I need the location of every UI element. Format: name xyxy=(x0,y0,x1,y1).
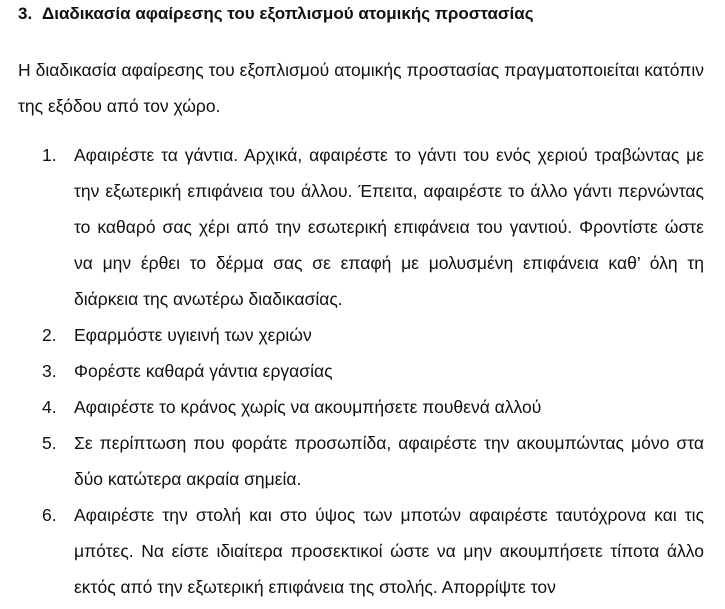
list-item xyxy=(0,317,725,353)
list-item-text: Αφαιρέστε την στολή και στο ύψος των μποτών αφαιρέστε ταυτόχρονα και τις μπότες. Να είστε ιδιαίτερα προσεκτικοί ώστε να μην ακουμπήσετε τίποτα άλλο εκτός από την εξωτερική επιφάνεια της στολής. Απορρίψτε τον xyxy=(74,505,704,597)
list-item xyxy=(0,425,725,497)
list-item-text: Σε περίπτωση που φοράτε προσωπίδα, αφαιρέστε την ακουμπώντας μόνο στα δύο κατώτερα ακραία σημεία. xyxy=(74,433,704,489)
intro-paragraph: Η διαδικασία αφαίρεσης του εξοπλισμού ατομικής προστασίας πραγματοποιείται κατόπιν της εξόδου από τον χώρο. xyxy=(18,60,704,116)
list-item-text: Αφαιρέστε τα γάντια. Αρχικά, αφαιρέστε το γάντι του ενός χεριού τραβώντας με την εξωτερική επιφάνεια του άλλου. Έπειτα, αφαιρέστε το άλλο γάντι περνώντας το καθαρό σας χέρι από την εσωτερική επιφάνεια του γαντιού. Φροντίστε ώστε να μην έρθει το δέρμα σας σε επαφή με μολυσμένη επιφάνεια καθ’ όλη τη διάρκεια της ανωτέρω διαδικασίας. xyxy=(74,145,704,309)
list-item-number: 5. xyxy=(42,433,57,453)
section-number: 3. xyxy=(18,4,33,23)
list-item-number: 6. xyxy=(42,505,57,525)
list-item-text: Εφαρμόστε υγιεινή των χεριών xyxy=(74,325,312,345)
list-item xyxy=(0,137,725,317)
list-item-number: 1. xyxy=(42,145,57,165)
list-item xyxy=(0,353,725,389)
section-title: Διαδικασία αφαίρεσης του εξοπλισμού ατομικής προστασίας xyxy=(42,4,534,23)
list-item-number: 4. xyxy=(42,397,57,417)
list-item xyxy=(0,389,725,425)
list-item-number: 2. xyxy=(42,325,57,345)
steps-list xyxy=(0,137,725,605)
list-item xyxy=(0,497,725,605)
list-item-text: Αφαιρέστε το κράνος χωρίς να ακουμπήσετε πουθενά αλλού xyxy=(74,397,542,417)
list-item-text: Φορέστε καθαρά γάντια εργασίας xyxy=(74,361,333,381)
list-item-number: 3. xyxy=(42,361,57,381)
section-heading xyxy=(18,4,534,24)
